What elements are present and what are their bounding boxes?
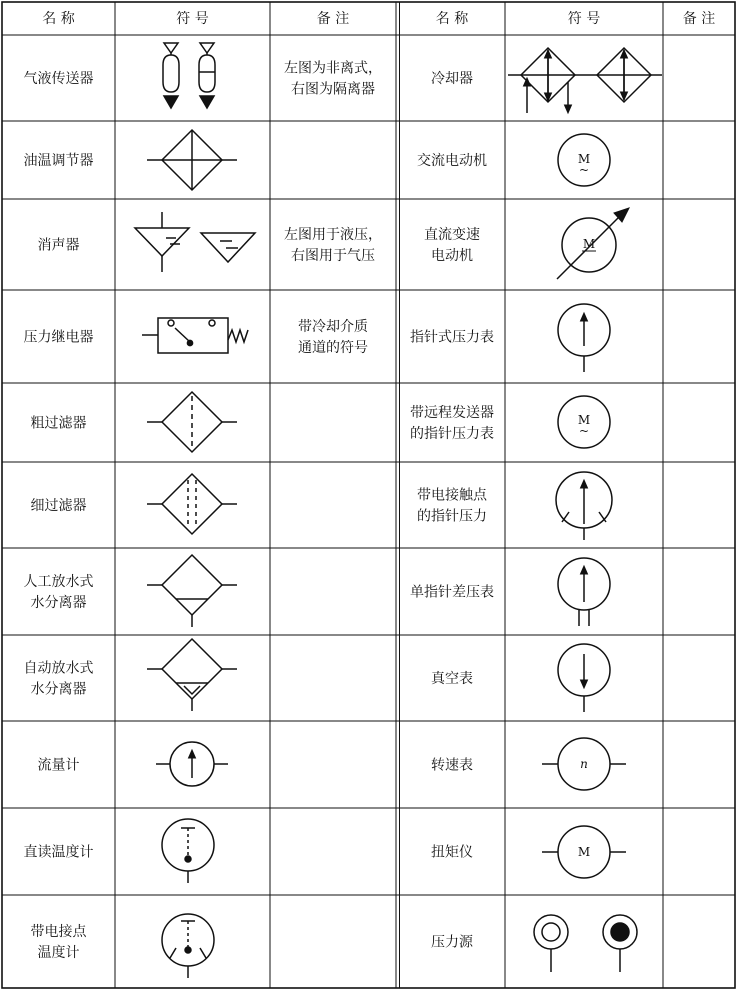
svg-text:M: M <box>577 413 591 427</box>
vacuum-gauge-icon <box>558 644 610 712</box>
differential-pressure-gauge-icon <box>558 558 610 626</box>
table-symbol-cells <box>135 43 662 978</box>
manual-drain-separator-icon <box>147 555 237 627</box>
pressure-source-icon <box>534 915 637 972</box>
svg-text:压力继电器: 压力继电器 <box>23 329 94 346</box>
thermometer-icon <box>162 819 214 883</box>
svg-text:M: M <box>582 237 596 251</box>
svg-text:细过滤器: 细过滤器 <box>30 498 87 514</box>
svg-text:流量计: 流量计 <box>37 757 80 774</box>
pressure-gauge-icon <box>558 304 610 372</box>
svg-text:带电接触点: 带电接触点 <box>417 487 487 504</box>
svg-text:扭矩仪: 扭矩仪 <box>431 844 473 861</box>
table-header-row <box>42 11 715 27</box>
column-header: 名 称 <box>42 11 75 27</box>
column-header: 符 号 <box>567 11 601 27</box>
svg-text:人工放水式: 人工放水式 <box>23 574 94 590</box>
svg-text:左图为非离式，: 左图为非离式， <box>284 60 382 77</box>
svg-text:左图用于液压，: 左图用于液压， <box>284 227 382 243</box>
svg-text:的指针压力表: 的指针压力表 <box>410 426 494 442</box>
svg-text:水分离器: 水分离器 <box>30 681 87 698</box>
svg-text:水分离器: 水分离器 <box>30 595 87 611</box>
svg-text:带冷却介质: 带冷却介质 <box>298 319 368 335</box>
svg-text:右图为隔离器: 右图为隔离器 <box>291 81 375 98</box>
tachometer-icon <box>542 738 626 790</box>
svg-text:通道的符号: 通道的符号 <box>298 340 368 356</box>
dc-variable-motor-icon <box>557 208 629 279</box>
svg-text:自动放水式: 自动放水式 <box>23 660 94 677</box>
pressure-relay-icon <box>142 318 248 353</box>
table-grid <box>2 2 735 988</box>
svg-text:~: ~ <box>578 163 590 177</box>
svg-text:消声器: 消声器 <box>37 237 80 254</box>
svg-text:~: ~ <box>578 424 590 438</box>
svg-text:转速表: 转速表 <box>431 757 473 774</box>
column-header: 符 号 <box>176 11 209 27</box>
flow-meter-icon <box>156 742 228 786</box>
svg-text:M: M <box>577 152 591 166</box>
muffler-icon <box>135 212 255 272</box>
contact-thermometer-icon <box>162 914 214 978</box>
svg-text:右图用于气压: 右图用于气压 <box>291 248 375 264</box>
svg-text:气液传送器: 气液传送器 <box>23 71 94 87</box>
svg-text:直流变速: 直流变速 <box>424 227 480 243</box>
svg-text:电动机: 电动机 <box>431 248 473 264</box>
table-frame <box>2 2 735 988</box>
svg-text:n: n <box>580 757 588 771</box>
oil-temperature-regulator-icon <box>147 130 237 190</box>
svg-text:油温调节器: 油温调节器 <box>23 153 94 169</box>
column-header: 备 注 <box>682 11 716 27</box>
contact-pressure-gauge-icon <box>556 472 612 540</box>
table-text-cells <box>24 60 495 962</box>
torque-meter-icon <box>542 826 626 878</box>
svg-text:压力源: 压力源 <box>431 934 473 951</box>
remote-pressure-gauge-icon <box>558 396 610 448</box>
svg-text:带远程发送器: 带远程发送器 <box>410 405 494 421</box>
svg-text:的指针压力: 的指针压力 <box>417 508 487 525</box>
cooler-icon <box>508 48 662 113</box>
gas-liquid-transmitter-icon <box>163 43 215 108</box>
svg-text:带电接点: 带电接点 <box>30 924 87 940</box>
svg-text:指针式压力表: 指针式压力表 <box>410 329 494 346</box>
svg-text:真空表: 真空表 <box>431 671 473 687</box>
coarse-filter-icon <box>147 392 237 452</box>
auto-drain-separator-icon <box>147 639 237 711</box>
svg-text:粗过滤器: 粗过滤器 <box>30 415 87 432</box>
column-header: 名 称 <box>435 11 469 27</box>
svg-text:直读温度计: 直读温度计 <box>23 844 94 861</box>
svg-text:单指针差压表: 单指针差压表 <box>410 584 494 601</box>
svg-text:M: M <box>577 845 591 859</box>
column-header: 备 注 <box>316 11 350 27</box>
svg-text:温度计: 温度计 <box>37 945 80 961</box>
fine-filter-icon <box>147 474 237 534</box>
ac-motor-icon <box>558 134 610 186</box>
svg-text:交流电动机: 交流电动机 <box>417 153 487 169</box>
svg-text:冷却器: 冷却器 <box>431 71 473 87</box>
